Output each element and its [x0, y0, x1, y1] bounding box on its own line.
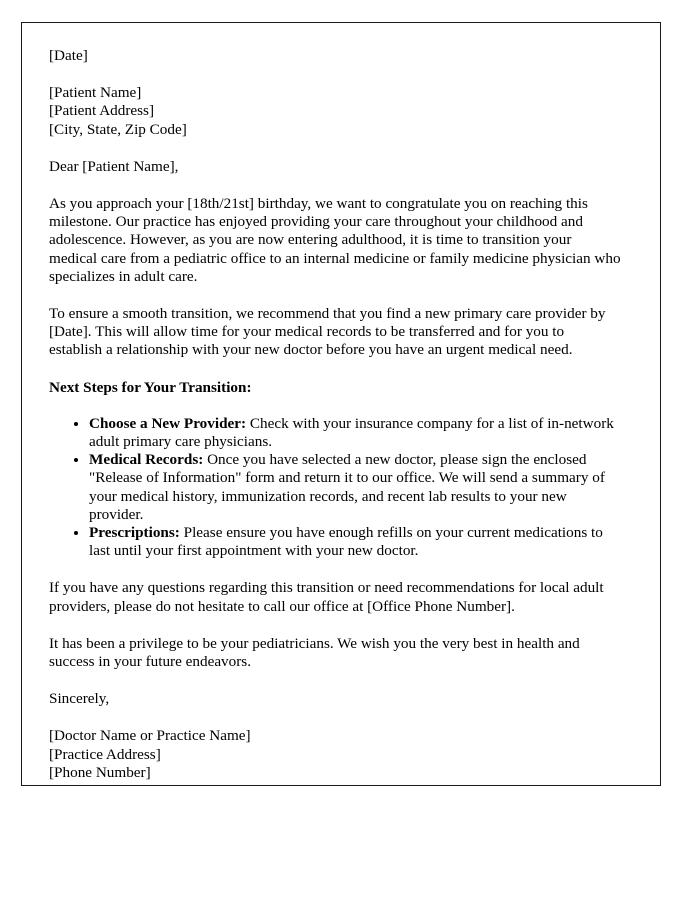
- list-item: [89, 451, 621, 524]
- recipient-address-block: [49, 84, 621, 139]
- spacer: [49, 139, 621, 158]
- spacer: [49, 360, 621, 379]
- signoff: Sincerely,: [49, 690, 110, 708]
- spacer: [49, 397, 621, 415]
- spacer: [49, 176, 621, 195]
- list-item: [89, 524, 621, 560]
- list-item-lead: Medical Records:: [89, 451, 204, 469]
- spacer: [49, 560, 621, 579]
- next-steps-list: [49, 415, 621, 561]
- list-item-text: Check with your insurance company for a list of in-network adult primary care physicians.: [89, 414, 614, 451]
- spacer: [49, 616, 621, 635]
- letter-body: [49, 47, 621, 782]
- recipient-name: [Patient Name]: [49, 84, 142, 102]
- paragraph-intro: As you approach your [18th/21st] birthday, we want to congratulate you on reaching this milestone. Our practice has enjoyed providing your care throughout your childhood and adolescence. However, as you are now entering adulthood, it is time to transition your medical care from a pediatric office to an internal medicine or family medicine physician who specializes in adult care.: [49, 195, 621, 285]
- paragraph-questions: If you have any questions regarding this transition or need recommendations for local adult providers, please do not hesitate to call our office at [Office Phone Number].: [49, 579, 604, 615]
- list-item-text: Once you have selected a new doctor, please sign the enclosed "Release of Information" form and return it to our office. We will send a summary of your medical history, immunization records, and recent lab results to your new provider.: [89, 451, 605, 523]
- letter-page: [21, 22, 661, 786]
- signature-phone: [Phone Number]: [49, 763, 151, 781]
- spacer: [49, 65, 621, 84]
- signature-block: [49, 727, 621, 782]
- list-item-lead: Prescriptions:: [89, 524, 180, 542]
- paragraph-closing-note: It has been a privilege to be your pediatricians. We wish you the very best in health and success in your future endeavors.: [49, 634, 580, 671]
- spacer: [49, 286, 621, 305]
- recipient-city-state-zip: [City, State, Zip Code]: [49, 120, 187, 138]
- signature-name: [Doctor Name or Practice Name]: [49, 727, 251, 745]
- next-steps-heading: Next Steps for Your Transition:: [49, 378, 252, 396]
- list-item: [89, 415, 621, 451]
- recipient-address: [Patient Address]: [49, 102, 155, 120]
- list-item-lead: Choose a New Provider:: [89, 414, 247, 432]
- signature-address: [Practice Address]: [49, 745, 161, 763]
- spacer: [49, 708, 621, 727]
- paragraph-transition: To ensure a smooth transition, we recommend that you find a new primary care provider by [Date]. This will allow time for your medical records to be transferred and for you to establish a relationship with your new doctor before you have an urgent medical need.: [49, 305, 606, 359]
- list-item-text: Please ensure you have enough refills on your current medications to last until your first appointment with your new doctor.: [89, 524, 603, 560]
- date-line: [Date]: [49, 47, 88, 64]
- spacer: [49, 671, 621, 690]
- salutation: Dear [Patient Name],: [49, 157, 179, 175]
